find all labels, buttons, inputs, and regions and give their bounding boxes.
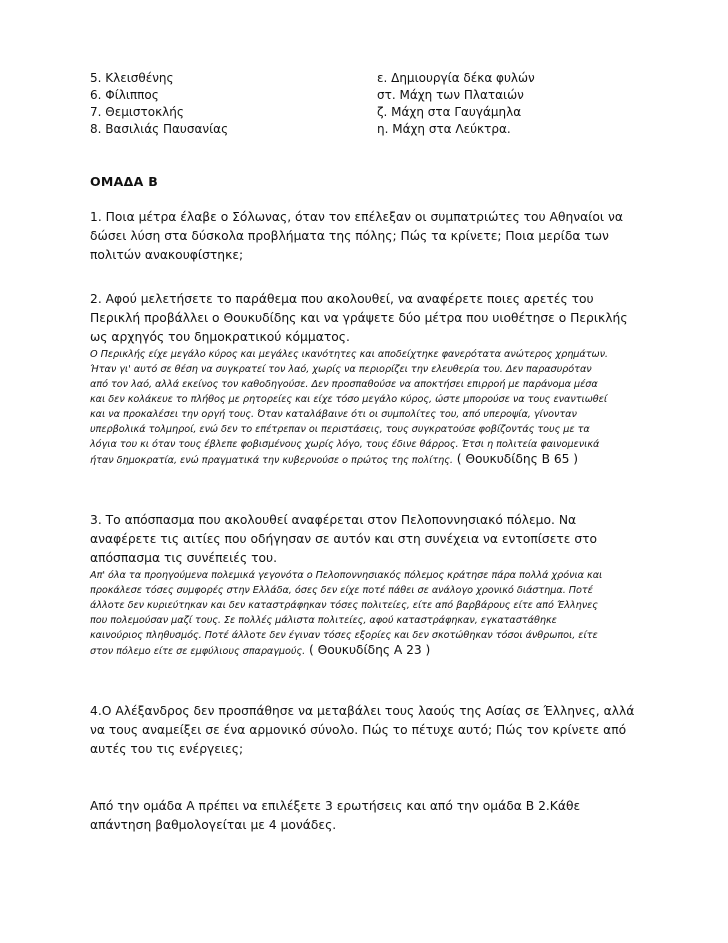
excerpt-line: λόγια του κι όταν τους έβλεπε φοβισμένους χωρίς λόγο, τους έδινε θάρρος. Έτσι η πολιτεία φαινομενικά <box>90 439 600 450</box>
matching-table <box>90 70 650 138</box>
question-line: απόσπασμα τις συνέπειές του. <box>90 551 278 565</box>
matching-right-item: στ. Μάχη των Πλαταιών <box>377 88 524 102</box>
excerpt-line: καινούριος πληθυσμός. Ποτέ άλλοτε δεν έγιναν τόσες εξορίες και δεν σκοτώθηκαν τόσοι άνθρωποι, είτε <box>90 630 598 641</box>
question-3 <box>90 511 650 659</box>
question-line: να τους αναμείξει σε ένα αρμονικό σύνολο. Πώς το πέτυχε αυτό; Πώς τον κρίνετε από <box>90 723 627 737</box>
question-line: αυτές του τις ενέργειες; <box>90 742 244 756</box>
thucydides-excerpt <box>90 347 650 468</box>
excerpt-line: άλλοτε δεν κυριεύτηκαν και δεν καταστράφηκαν τόσες πολιτείες, είτε από βαρβάρους είτε από Έλληνες <box>90 600 598 611</box>
excerpt-line: από τον λαό, αλλά εκείνος τον καθοδηγούσε. Δεν προσπαθούσε να αποκτήσει επιρροή με παράνομα μέσα <box>90 379 598 390</box>
excerpt-line: Απ' όλα τα προηγούμενα πολεμικά γεγονότα ο Πελοποννησιακός πόλεμος κράτησε πάρα πολλά χρόνια και <box>90 570 603 581</box>
excerpt-line: Ο Περικλής είχε μεγάλο κύρος και μεγάλες ικανότητες και αποδείχτηκε φανερότατα ανώτερος χρημάτων. <box>90 349 608 360</box>
matching-left-item: 7. Θεμιστοκλής <box>90 105 184 119</box>
question-line: Περικλή προβάλλει ο Θουκυδίδης και να γράψετε δύο μέτρα που υιοθέτησε ο Περικλής <box>90 311 628 325</box>
excerpt-line: στον πόλεμο είτε σε εμφύλιους σπαραγμούς. <box>90 646 306 657</box>
question-1 <box>90 208 650 265</box>
matching-left-item: 5. Κλεισθένης <box>90 71 174 85</box>
instructions-line: απάντηση βαθμολογείται με 4 μονάδες. <box>90 818 337 832</box>
matching-right-item: ε. Δημιουργία δέκα φυλών <box>377 71 535 85</box>
source-citation: ( Θουκυδίδης Α 23 ) <box>305 643 431 657</box>
question-line: 1. Ποια μέτρα έλαβε ο Σόλωνας, όταν τον επέλεξαν οι συμπατριώτες του Αθηναίοι να <box>90 210 623 224</box>
question-line: ως αρχηγός του δημοκρατικού κόμματος. <box>90 330 350 344</box>
group-b-title: ΟΜΑΔΑ Β <box>90 174 159 189</box>
matching-right-item: η. Μάχη στα Λεύκτρα. <box>377 122 511 136</box>
question-line: 2. Αφού μελετήσετε το παράθεμα που ακολουθεί, να αναφέρετε ποιες αρετές του <box>90 292 594 306</box>
instructions <box>90 797 650 835</box>
question-line: δώσει λύση στα δύσκολα προβλήματα της πόλης; Πώς τα κρίνετε; Ποια μερίδα των <box>90 229 609 243</box>
document-page <box>90 70 650 835</box>
excerpt-line: ήταν δημοκρατία, ενώ πραγματικά την κυβερνούσε ο πρώτος της πολίτης. <box>90 455 453 466</box>
excerpt-line-last <box>90 643 650 659</box>
question-2 <box>90 290 650 468</box>
excerpt-line: Ήταν γι' αυτό σε θέση να συγκρατεί τον λαό, χωρίς να περιορίζει την ελευθερία του. Δεν παρασυρόταν <box>90 364 592 375</box>
question-4 <box>90 702 650 759</box>
question-line: αναφέρετε τις αιτίες που οδήγησαν σε αυτόν και στη συνέχεια να εντοπίσετε στο <box>90 532 598 546</box>
question-line: 4.Ο Αλέξανδρος δεν προσπάθησε να μεταβάλει τους λαούς της Ασίας σε Έλληνες, αλλά <box>90 704 635 718</box>
question-line: 3. Το απόσπασμα που ακολουθεί αναφέρεται στον Πελοποννησιακό πόλεμο. Να <box>90 513 577 527</box>
matching-left-item: 6. Φίλιππος <box>90 88 159 102</box>
matching-left-item: 8. Βασιλιάς Παυσανίας <box>90 122 229 136</box>
instructions-line: Από την ομάδα Α πρέπει να επιλέξετε 3 ερωτήσεις και από την ομάδα Β 2.Κάθε <box>90 799 581 813</box>
source-citation: ( Θουκυδίδης Β 65 ) <box>452 452 579 466</box>
question-line: πολιτών ανακουφίστηκε; <box>90 248 244 262</box>
excerpt-line: υπερβολικά τολμηροί, ενώ δεν το επέτρεπαν οι περιστάσεις, τους συγκρατούσε φοβίζοντάς τους με τα <box>90 424 590 435</box>
excerpt-line: και να προκαλέσει την οργή τους. Όταν καταλάβαινε ότι οι συμπολίτες του, από υπεροψία, γίνονταν <box>90 409 577 420</box>
excerpt-line: προκάλεσε τόσες συμφορές στην Ελλάδα, όσες δεν είχε ποτέ πάθει σε ανάλογο χρονικό διάστημα. Ποτέ <box>90 585 593 596</box>
excerpt-line-last <box>90 452 650 468</box>
excerpt-line: που πολεμούσαν μαζί τους. Σε πολλές μάλιστα πολιτείες, αφού καταστράφηκαν, εγκαταστάθηκε <box>90 615 557 626</box>
thucydides-excerpt <box>90 568 650 659</box>
excerpt-line: και δεν κολάκευε το πλήθος με ρητορείες και είχε τόσο μεγάλο κύρος, ώστε μπορούσε να τους εναντιωθεί <box>90 394 608 405</box>
matching-right-item: ζ. Μάχη στα Γαυγάμηλα <box>377 105 522 119</box>
